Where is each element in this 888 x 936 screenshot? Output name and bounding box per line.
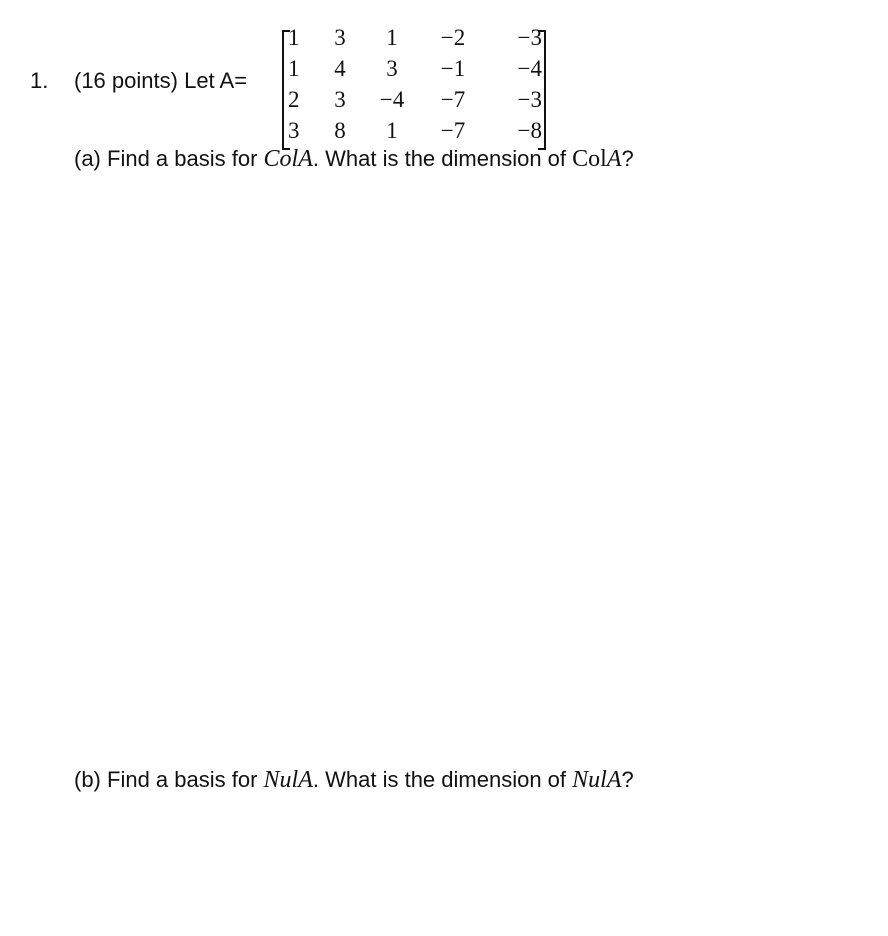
- matrix-cell: −2: [440, 25, 466, 50]
- matrix-cell: −7: [440, 118, 466, 143]
- part-b-question: [74, 766, 634, 794]
- part-a-end: ?: [621, 146, 634, 171]
- points-label: (16 points): [74, 68, 178, 93]
- part-b-symbol-2: NulA: [572, 767, 622, 793]
- part-a-label: (a): [74, 146, 101, 171]
- part-b-text-middle: . What is the dimension of: [312, 767, 567, 792]
- part-a-symbol-2-prefix: Col: [572, 146, 607, 172]
- part-b-symbol-1: NulA: [263, 767, 313, 793]
- part-a-symbol-1: ColA: [263, 146, 313, 172]
- matrix-cell: 8: [334, 118, 346, 143]
- matrix-cell: 3: [334, 87, 346, 112]
- part-b-text-before: Find a basis for: [107, 767, 258, 792]
- matrix-cell: 1: [386, 118, 398, 143]
- matrix-cell: 2: [288, 87, 300, 112]
- part-a-symbol-2-var: A: [606, 146, 622, 172]
- matrix-cell: 1: [386, 25, 398, 50]
- matrix-cell: 3: [334, 25, 346, 50]
- matrix-cell: −3: [517, 87, 542, 112]
- problem-number: 1.: [30, 68, 49, 93]
- problem-intro: [74, 67, 247, 95]
- matrix-cell: −4: [379, 87, 405, 112]
- part-a-text-middle: . What is the dimension of: [312, 146, 567, 171]
- matrix-cell: 4: [334, 56, 346, 81]
- matrix-a: [282, 22, 546, 143]
- matrix-cell: −4: [517, 56, 542, 81]
- matrix-cell: 1: [288, 56, 300, 81]
- matrix-cell: 3: [288, 118, 300, 143]
- part-b-label: (b): [74, 767, 101, 792]
- matrix-cell: 3: [386, 56, 398, 81]
- matrix-grid: [288, 22, 542, 146]
- matrix-cell: 1: [288, 25, 300, 50]
- matrix-cell: −1: [440, 56, 466, 81]
- part-b-end: ?: [621, 767, 634, 792]
- part-a-text-before: Find a basis for: [107, 146, 258, 171]
- matrix-cell: −3: [517, 25, 542, 50]
- part-a-question: [74, 145, 634, 173]
- let-label: Let A=: [184, 68, 248, 93]
- matrix-cell: −7: [440, 87, 466, 112]
- matrix-cell: −8: [517, 118, 542, 143]
